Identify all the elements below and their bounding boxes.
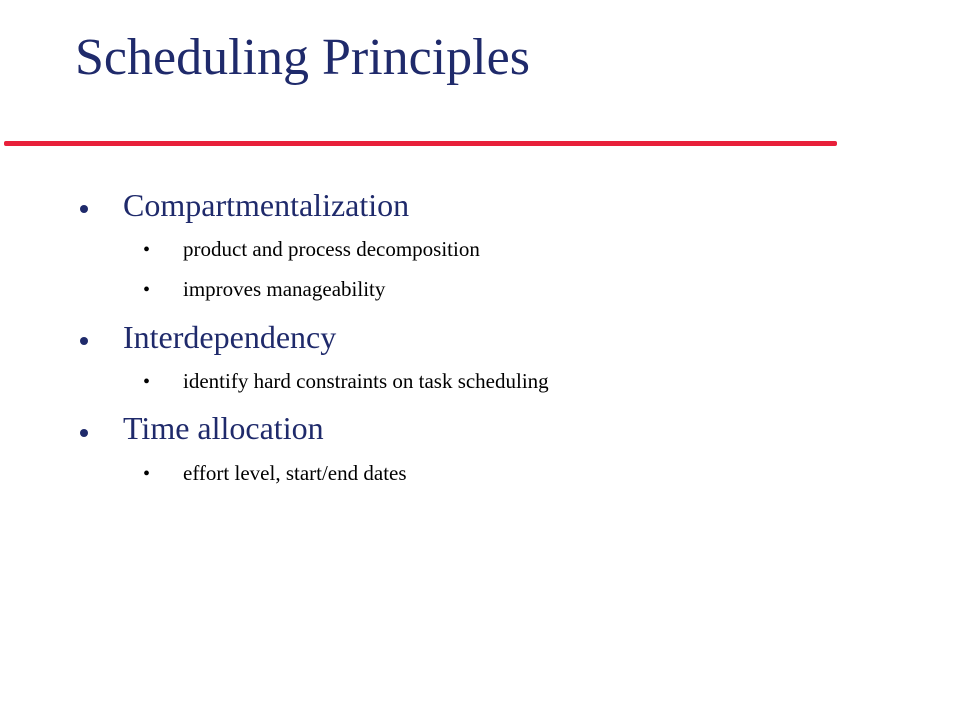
point-effort-dates: effort level, start/end dates [183, 461, 407, 485]
sub-bullet-icon: • [143, 463, 151, 485]
sub-bullet-icon: • [143, 279, 151, 301]
title-divider-rule [4, 141, 837, 146]
section-heading-time-allocation: Time allocation [123, 410, 324, 446]
section-heading-interdependency: Interdependency [123, 319, 337, 355]
point-hard-constraints: identify hard constraints on task scheduling [183, 369, 549, 393]
sub-bullet-icon: • [143, 371, 151, 393]
main-bullet-icon [80, 205, 88, 213]
sub-bullet-icon: • [143, 239, 151, 261]
point-product-decomposition: product and process decomposition [183, 237, 480, 261]
main-bullet-icon [80, 429, 88, 437]
section-heading-compartmentalization: Compartmentalization [123, 187, 410, 223]
slide-title: Scheduling Principles [75, 29, 530, 86]
main-bullet-icon [80, 337, 88, 345]
point-manageability: improves manageability [183, 277, 386, 301]
